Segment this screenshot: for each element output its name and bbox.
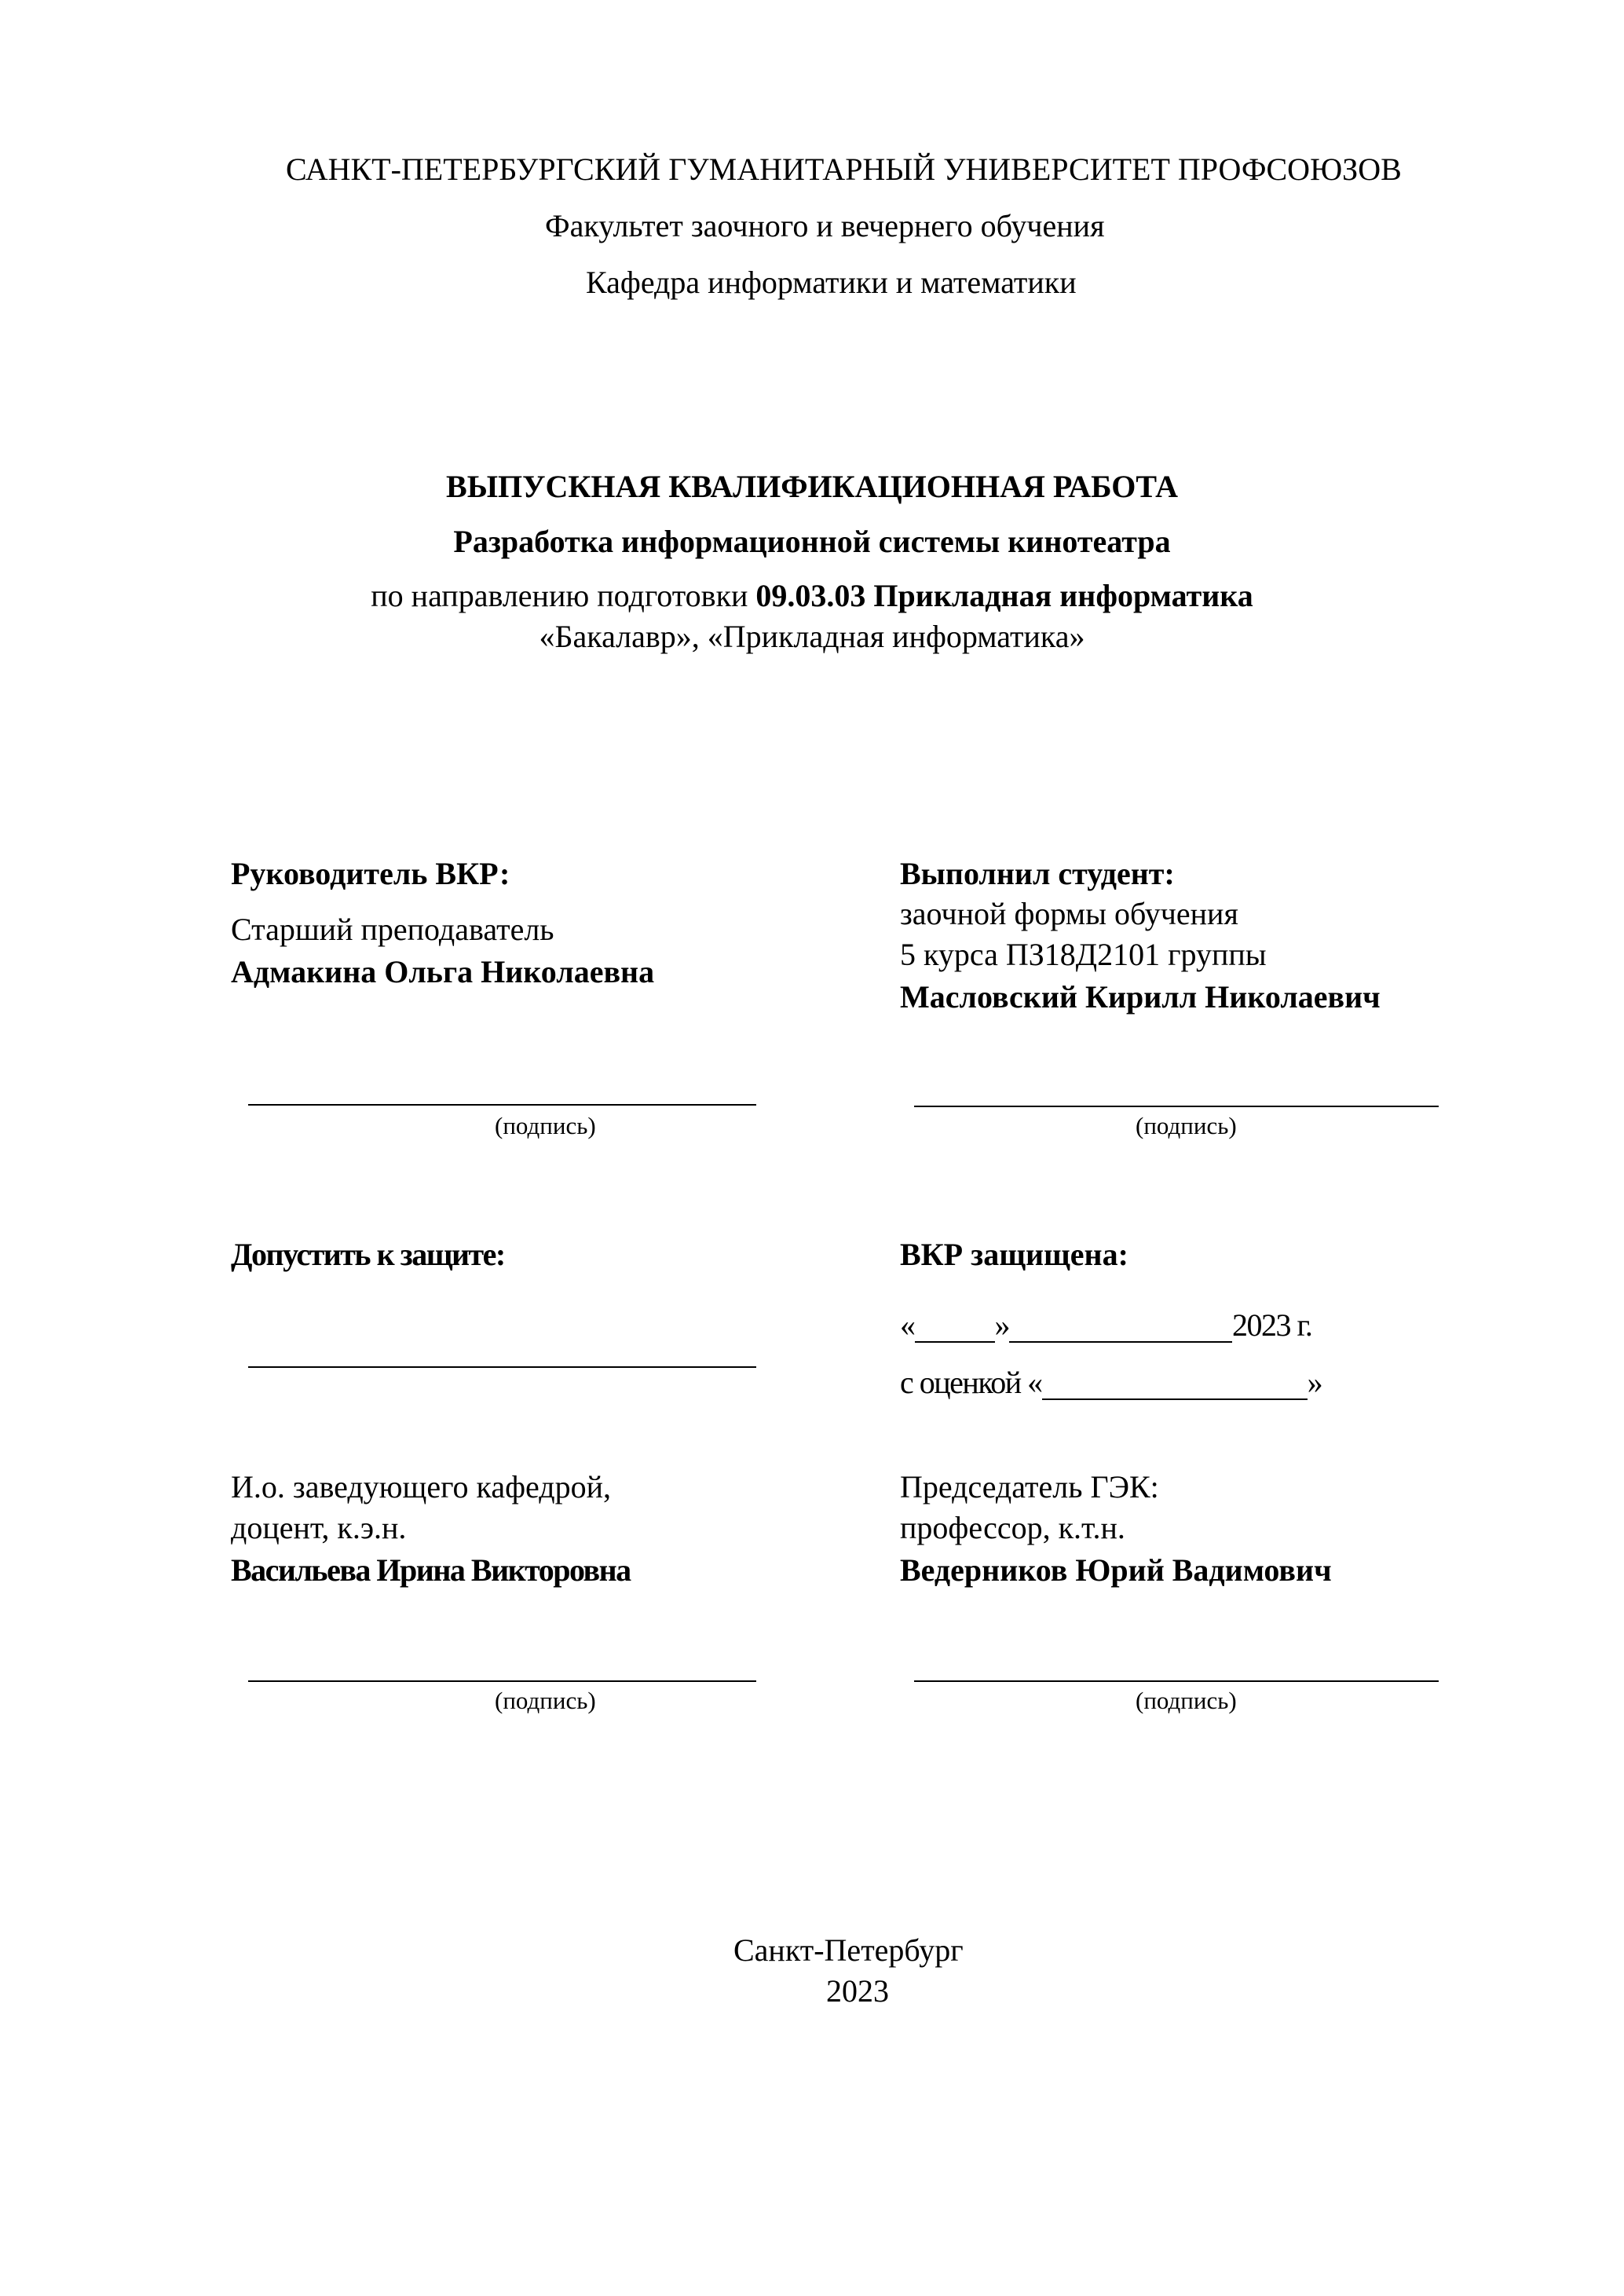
grade-prefix: с оценкой « (900, 1365, 1042, 1400)
defense-heading: ВКР защищена: (900, 1237, 1128, 1272)
month-blank (1009, 1310, 1232, 1343)
degree-line: «Бакалавр», «Прикладная информатика» (539, 619, 1085, 654)
student-group: 5 курса ПЗ18Д2101 группы (900, 937, 1267, 972)
chairman-signature-caption: (подпись) (1136, 1687, 1237, 1714)
head-signature-caption: (подпись) (495, 1687, 596, 1714)
head-degree: доцент, к.э.н. (231, 1510, 407, 1545)
supervisor-signature-caption: (подпись) (495, 1112, 596, 1139)
supervisor-position: Старший преподаватель (231, 912, 554, 947)
supervisor-heading: Руководитель ВКР: (231, 856, 510, 891)
work-topic: Разработка информационной системы кинотеатра (453, 524, 1171, 559)
supervisor-signature-line (248, 1104, 756, 1106)
student-name: Масловский Кирилл Николаевич (900, 979, 1381, 1015)
footer-year: 2023 (826, 1973, 889, 2009)
work-type-title: ВЫПУСКНАЯ КВАЛИФИКАЦИОННАЯ РАБОТА (446, 469, 1178, 504)
grade-line (900, 1367, 1322, 1400)
student-heading: Выполнил студент: (900, 856, 1175, 891)
student-signature-caption: (подпись) (1136, 1112, 1237, 1139)
admission-heading: Допустить к защите: (231, 1237, 505, 1272)
day-blank (915, 1310, 995, 1343)
student-signature-line (914, 1106, 1439, 1107)
date-close-quote: » (994, 1307, 1009, 1343)
date-open-quote: « (900, 1307, 915, 1343)
faculty-name: Факультет заочного и вечернего обучения (545, 208, 1105, 243)
defense-date-line (900, 1307, 1312, 1343)
admission-signature-line (248, 1366, 756, 1368)
grade-blank (1042, 1367, 1308, 1400)
direction-prefix: по направлению подготовки (371, 578, 748, 613)
chairman-signature-line (914, 1680, 1439, 1682)
direction-code: 09.03.03 Прикладная информатика (755, 578, 1253, 613)
footer-city: Санкт-Петербург (733, 1932, 964, 1968)
university-name: САНКТ-ПЕТЕРБУРГСКИЙ ГУМАНИТАРНЫЙ УНИВЕРСИТЕТ ПРОФСОЮЗОВ (286, 152, 1402, 187)
head-signature-line (248, 1680, 756, 1682)
head-name: Васильева Ирина Викторовна (231, 1552, 631, 1588)
grade-close-quote: » (1307, 1365, 1322, 1400)
chairman-degree: профессор, к.т.н. (900, 1510, 1125, 1545)
defense-year: 2023 г. (1232, 1307, 1312, 1343)
head-position: И.о. заведующего кафедрой, (231, 1469, 612, 1504)
chairman-name: Ведерников Юрий Вадимович (900, 1552, 1332, 1588)
student-study-form: заочной формы обучения (900, 896, 1238, 931)
supervisor-name: Адмакина Ольга Николаевна (231, 954, 655, 989)
direction-line (0, 580, 1624, 612)
chairman-position: Председатель ГЭК: (900, 1469, 1159, 1504)
department-name: Кафедра информатики и математики (586, 265, 1077, 300)
